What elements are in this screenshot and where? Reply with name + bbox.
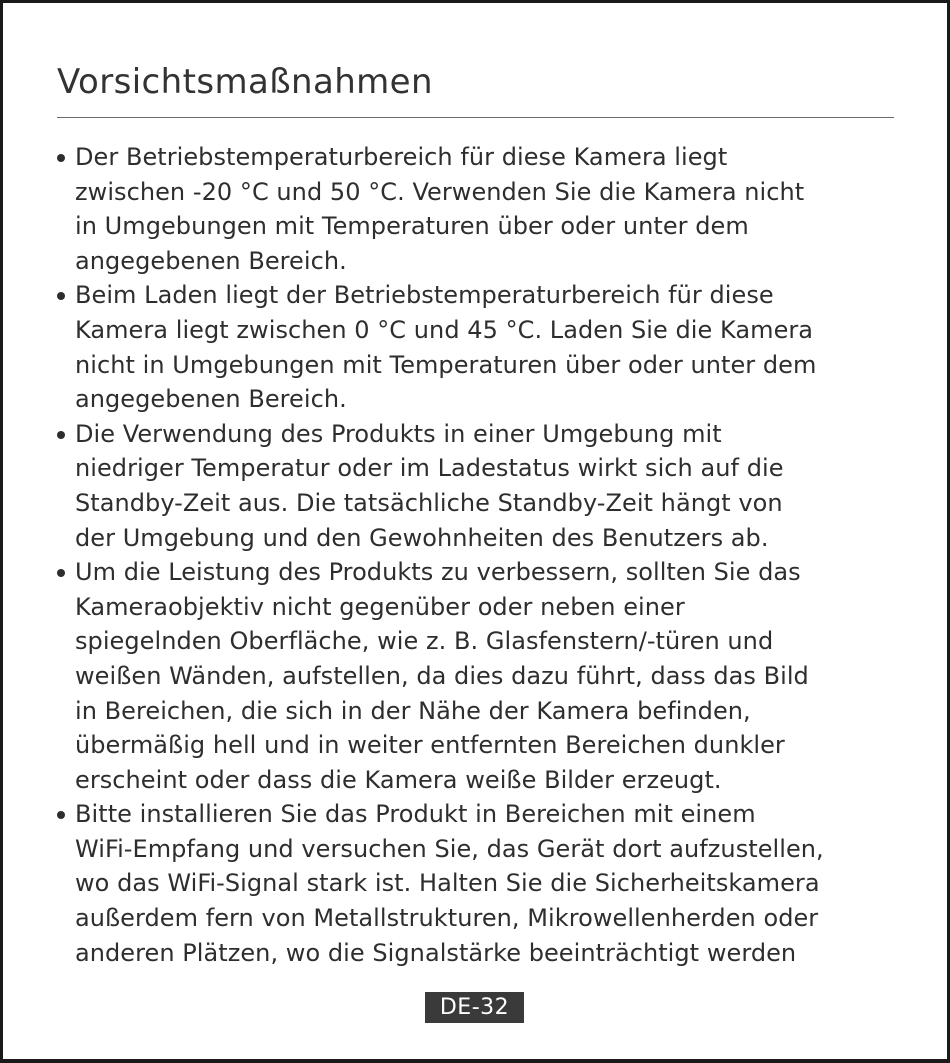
item-line: angegebenen Bereich. xyxy=(75,246,347,275)
item-line: Bitte installieren Sie das Produkt in Bereichen mit einem xyxy=(75,800,756,829)
list-item xyxy=(75,417,925,555)
item-line: Standby-Zeit aus. Die tatsächliche Standby-Zeit hängt von xyxy=(75,488,783,517)
page-number-badge: DE-32 xyxy=(425,992,524,1023)
item-line: weißen Wänden, aufstellen, da dies dazu führt, dass das Bild xyxy=(75,661,809,690)
title-divider xyxy=(57,117,894,118)
item-line: Der Betriebstemperaturbereich für diese Kamera liegt xyxy=(75,143,728,171)
item-line: Die Verwendung des Produkts in einer Umgebung mit xyxy=(75,419,722,448)
item-line: übermäßig hell und in weiter entfernten Bereichen dunkler xyxy=(75,731,785,760)
item-line: angegebenen Bereich. xyxy=(75,385,347,414)
item-line: niedriger Temperatur oder im Ladestatus wirkt sich auf die xyxy=(75,454,784,483)
item-line: WiFi-Empfang und versuchen Sie, das Gerät dort aufzustellen, xyxy=(75,834,824,863)
item-line: spiegelnden Oberfläche, wie z. B. Glasfenstern/-türen und xyxy=(75,627,774,656)
bullet-icon xyxy=(57,431,65,439)
item-line: erscheint oder dass die Kamera weiße Bilder erzeugt. xyxy=(75,765,722,794)
item-line: in Umgebungen mit Temperaturen über oder unter dem xyxy=(75,212,749,241)
item-line: in Bereichen, die sich in der Nähe der Kamera befinden, xyxy=(75,696,751,725)
precautions-list xyxy=(75,140,925,970)
item-line: Um die Leistung des Produkts zu verbessern, sollten Sie das xyxy=(75,558,801,587)
page-title: Vorsichtsmaßnahmen xyxy=(57,62,433,102)
item-line: anderen Plätzen, wo die Signalstärke beeinträchtigt werden xyxy=(75,938,797,967)
item-line: der Umgebung und den Gewohnheiten des Benutzers ab. xyxy=(75,523,769,552)
item-line: Kameraobjektiv nicht gegenüber oder neben einer xyxy=(75,592,685,621)
item-line: wo das WiFi-Signal stark ist. Halten Sie die Sicherheitskamera xyxy=(75,869,820,898)
item-line: zwischen -20 °C und 50 °C. Verwenden Sie die Kamera nicht xyxy=(75,177,805,206)
item-line: Beim Laden liegt der Betriebstemperaturbereich für diese xyxy=(75,281,774,310)
list-item xyxy=(75,555,925,797)
list-item xyxy=(75,140,925,278)
list-item xyxy=(75,797,925,970)
bullet-icon xyxy=(57,154,65,162)
list-item xyxy=(75,278,925,416)
item-line: nicht in Umgebungen mit Temperaturen über oder unter dem xyxy=(75,350,817,379)
item-line: Kamera liegt zwischen 0 °C und 45 °C. Laden Sie die Kamera xyxy=(75,315,814,344)
item-line: außerdem fern von Metallstrukturen, Mikrowellenherden oder xyxy=(75,904,819,933)
